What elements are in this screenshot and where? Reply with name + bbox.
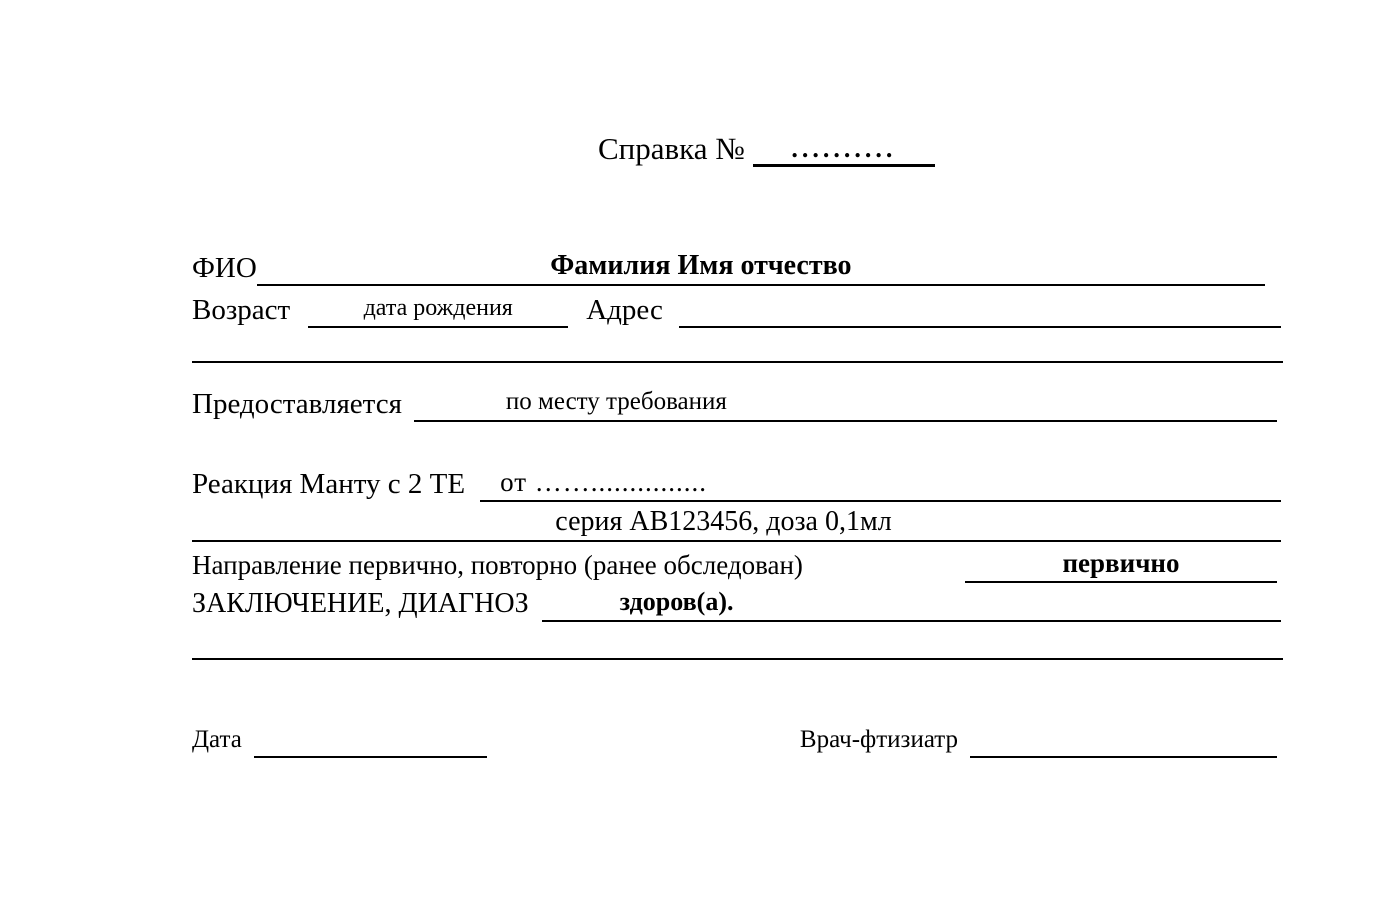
certificate-title <box>598 131 935 167</box>
series-field: серия АВ123456, доза 0,1мл <box>192 504 1281 542</box>
conclusion-continuation-line <box>192 658 1283 660</box>
signature-row <box>192 722 1281 758</box>
conclusion-row <box>192 584 1281 622</box>
referral-row <box>192 545 1281 583</box>
fio-field: Фамилия Имя отчество <box>257 248 1265 286</box>
address-continuation-line <box>192 361 1283 363</box>
fio-label: ФИО <box>192 252 257 284</box>
date-field <box>254 722 487 758</box>
age-field: дата рождения <box>308 290 568 328</box>
conclusion-label: ЗАКЛЮЧЕНИЕ, ДИАГНОЗ <box>192 588 529 619</box>
mantoux-date-field: от ……............... <box>480 464 1281 502</box>
provided-to-field: по месту требования <box>414 384 1277 422</box>
address-label: Адрес <box>586 294 663 326</box>
provided-to-row <box>192 384 1281 422</box>
age-label: Возраст <box>192 294 291 326</box>
certificate-title-label: Справка № <box>598 131 745 166</box>
referral-field: первично <box>965 545 1277 583</box>
address-field <box>679 292 1281 328</box>
conclusion-field: здоров(а). <box>542 584 1281 622</box>
fio-row <box>192 248 1281 286</box>
series-row <box>192 504 1281 542</box>
age-address-row <box>192 290 1281 328</box>
mantoux-label: Реакция Манту с 2 ТЕ <box>192 468 466 500</box>
provided-to-label: Предоставляется <box>192 388 402 420</box>
doctor-label: Врач-фтизиатр <box>799 726 958 753</box>
certificate-number-field: .......... <box>753 134 935 167</box>
mantoux-row <box>192 464 1281 502</box>
referral-label: Направление первично, повторно (ранее обследован) <box>192 550 803 580</box>
date-label: Дата <box>192 726 242 753</box>
doctor-signature-field <box>970 722 1277 758</box>
